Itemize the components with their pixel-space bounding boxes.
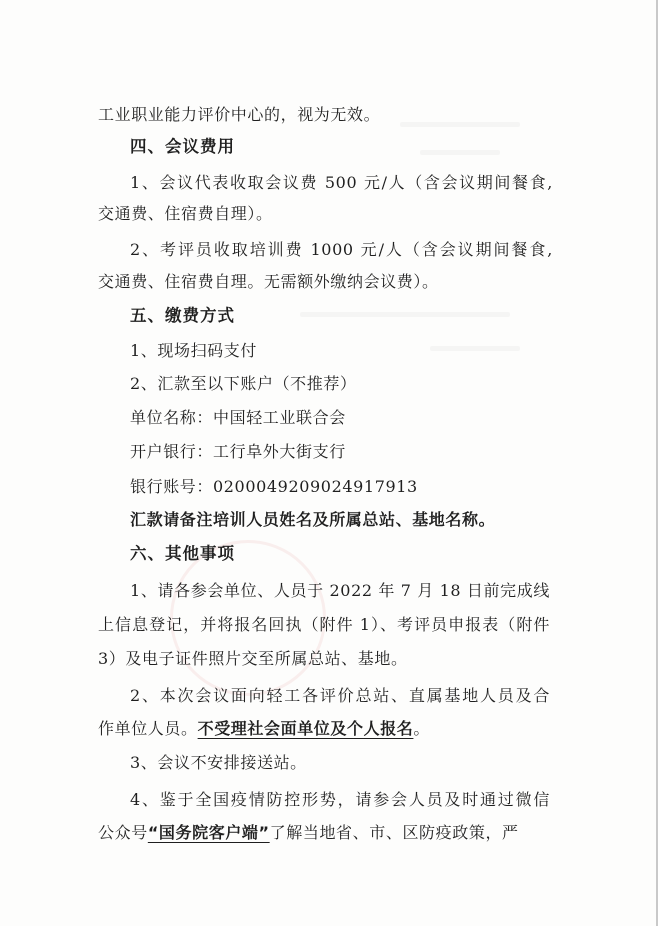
account-number: 银行账号：0200049209024917913 (130, 477, 418, 496)
section-heading-payment: 五、缴费方式 (130, 306, 235, 325)
text-fragment: 公众号 (98, 823, 148, 842)
text-line: 3、会议不安排接送站。 (130, 753, 307, 772)
underlined-notice: 不受理社会面单位及个人报名 (197, 719, 414, 738)
text-fragment: 作单位人员。 (98, 719, 198, 738)
text-fragment: 了解当地省、市、区防疫政策，严 (269, 823, 519, 842)
section-heading-fees: 四、会议费用 (130, 137, 235, 156)
text-line: 工业职业能力评价中心的，视为无效。 (98, 105, 381, 124)
text-line: 1、会议代表收取会议费 500 元/人（含会议期间餐食, (130, 173, 553, 192)
text-line: 交通费、住宿费自理）。 (98, 204, 273, 223)
text-line: 1、现场扫码支付 (130, 341, 257, 360)
account-unit-name: 单位名称：中国轻工业联合会 (130, 408, 346, 427)
text-line: 上信息登记，并将报名回执（附件 1）、考评员申报表（附件 (98, 615, 550, 634)
text-line: 4、鉴于全国疫情防控形势，请参会人员及时通过微信 (130, 790, 550, 809)
text-fragment: 。 (413, 719, 431, 738)
text-line: 1、请各参会单位、人员于 2022 年 7 月 18 日前完成线 (130, 581, 550, 600)
text-line (98, 718, 430, 740)
underlined-app-name: “国务院客户端” (147, 823, 270, 842)
text-line: 2、本次会议面向轻工各评价总站、直属基地人员及合 (130, 686, 550, 705)
text-line: 2、汇款至以下账户（不推荐） (130, 374, 357, 393)
section-heading-other: 六、其他事项 (130, 544, 235, 563)
account-bank: 开户银行：工行阜外大街支行 (130, 442, 346, 461)
text-line: 交通费、住宿费自理。无需额外缴纳会议费）。 (98, 272, 439, 291)
remittance-note: 汇款请备注培训人员姓名及所属总站、基地名称。 (130, 510, 496, 529)
text-line (98, 822, 519, 844)
text-line: 2、考评员收取培训费 1000 元/人（含会议期间餐食, (130, 240, 553, 259)
text-line: 3）及电子证件照片交至所属总站、基地。 (98, 649, 408, 668)
